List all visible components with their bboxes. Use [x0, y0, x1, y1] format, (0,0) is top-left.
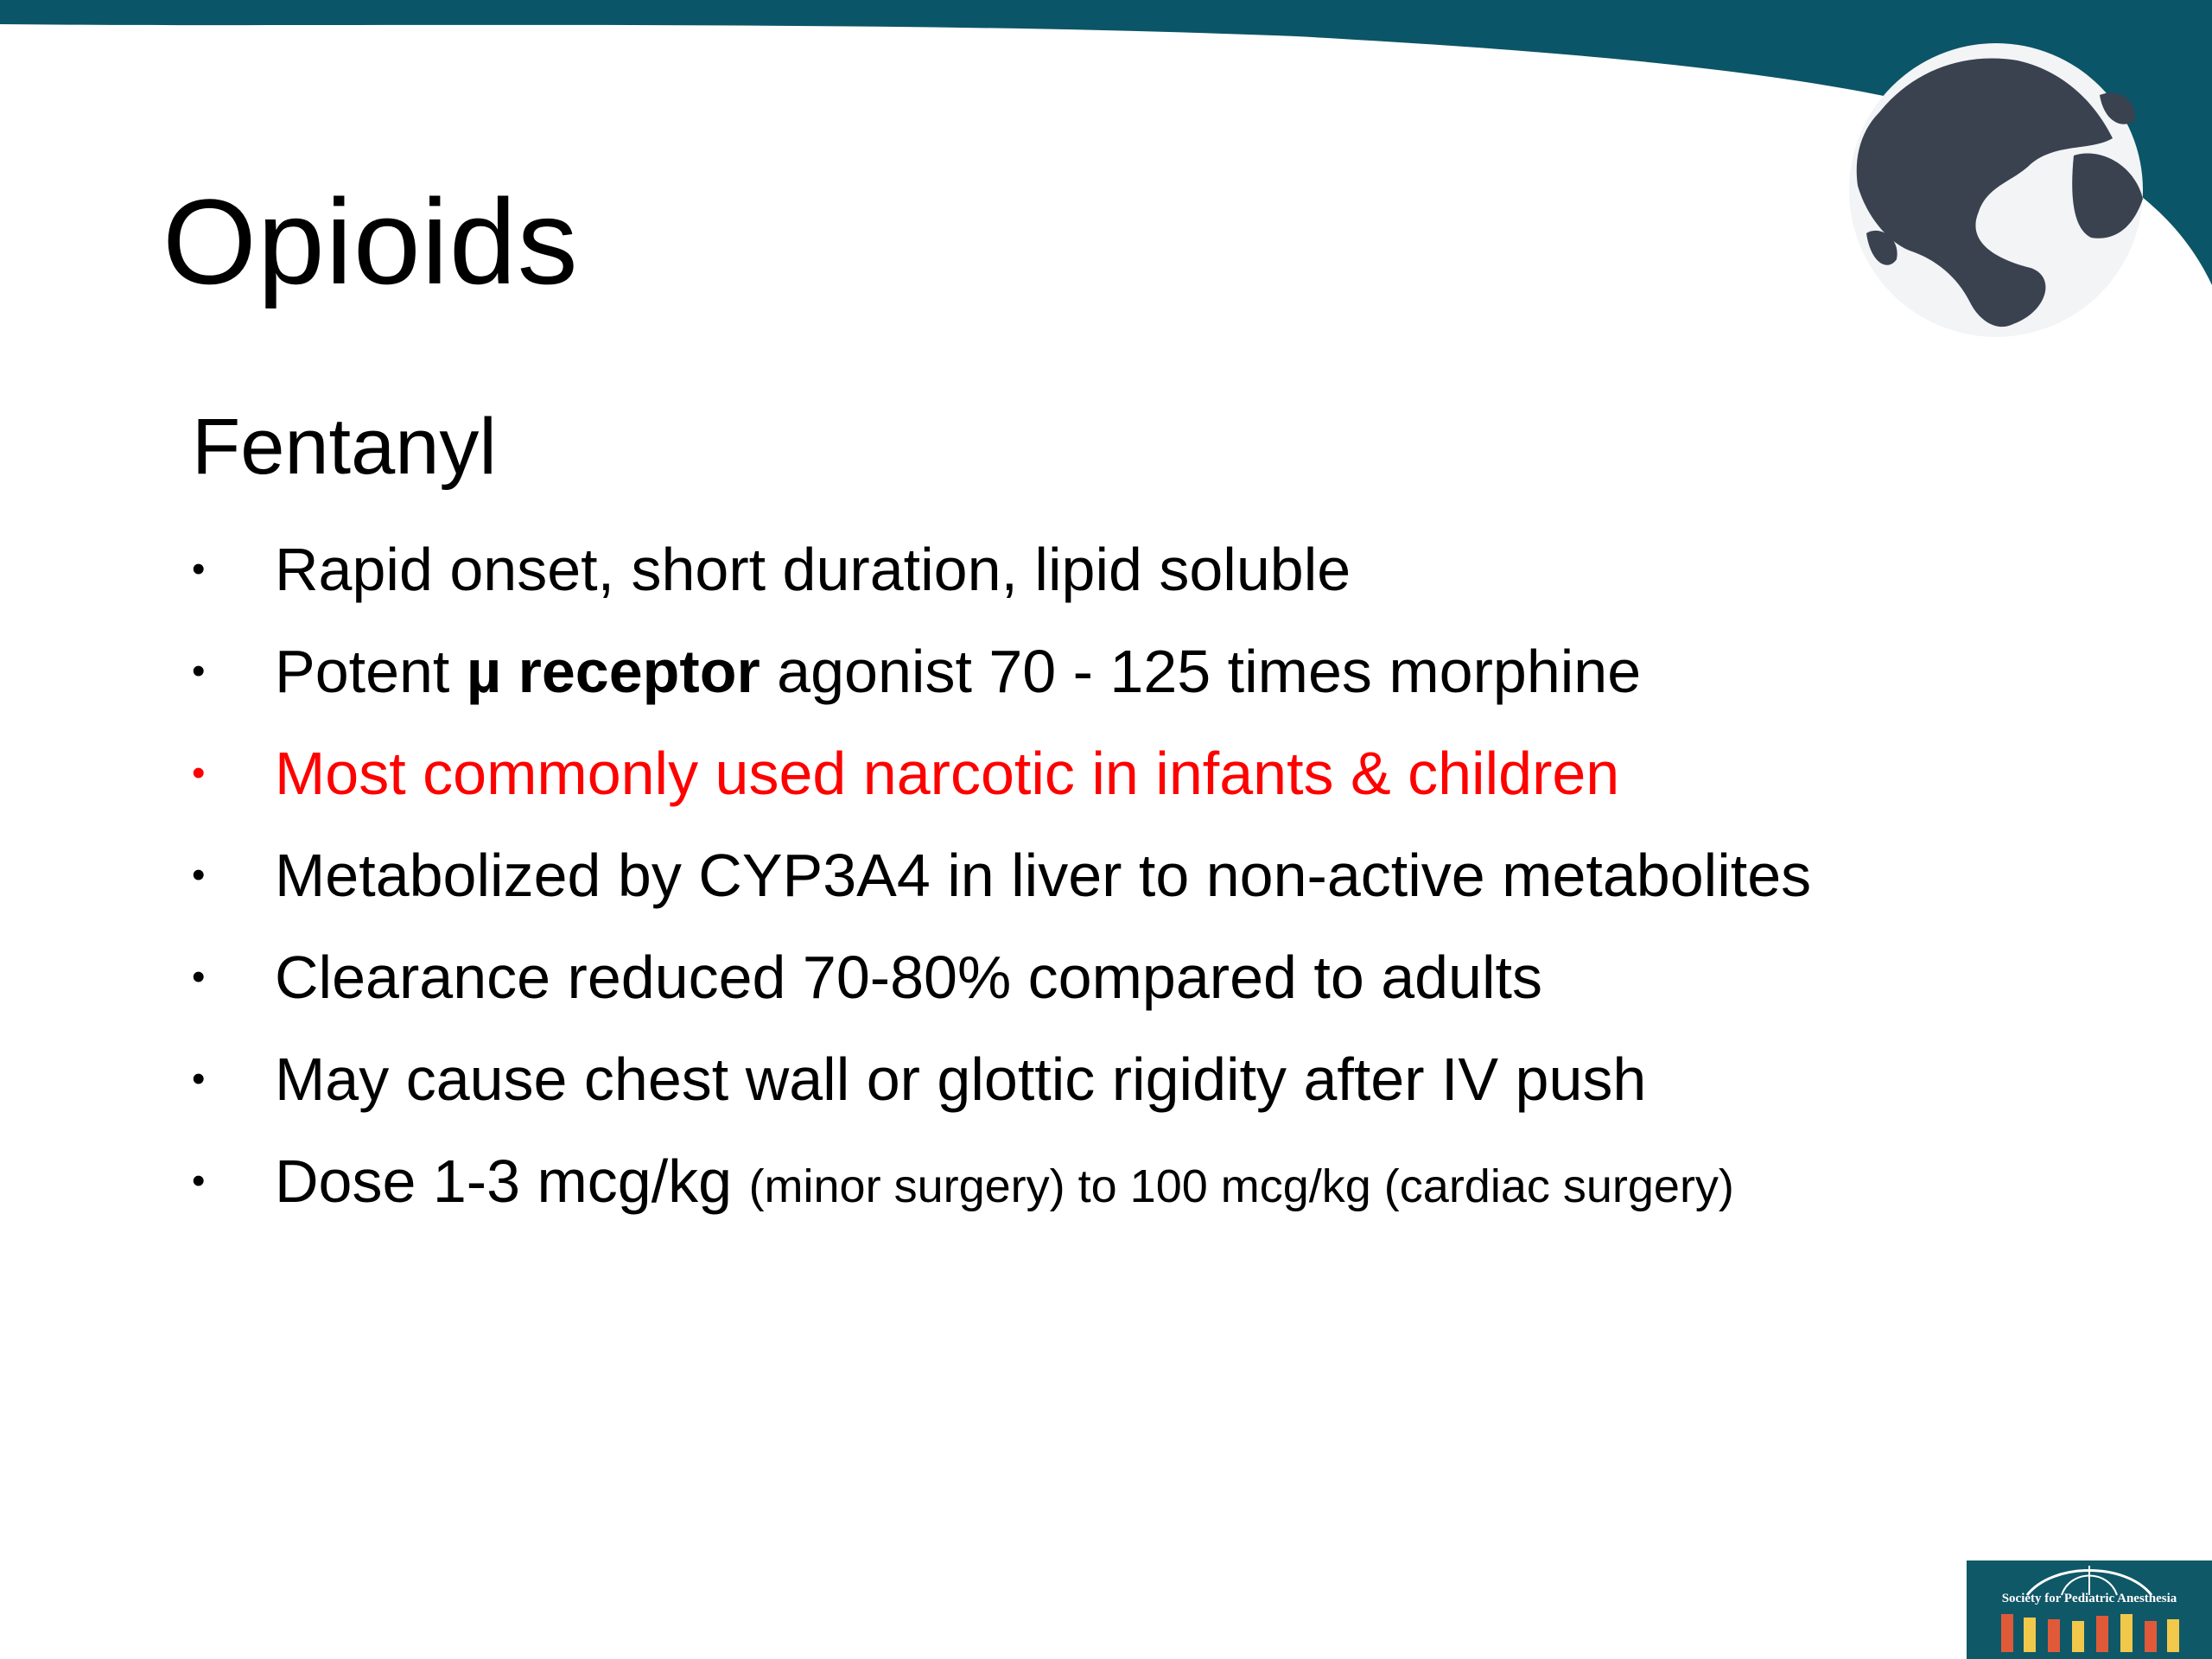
bullet-text-pre: Potent	[275, 638, 467, 705]
globe-icon	[1849, 43, 2143, 337]
society-logo	[1967, 1560, 2212, 1659]
bullet-text: May cause chest wall or glottic rigidity after IV push	[275, 1046, 1647, 1113]
slide-subtitle: Fentanyl	[192, 403, 497, 491]
bullet-marker: •	[192, 548, 206, 590]
bullet-marker: •	[192, 1058, 206, 1100]
bullet-text: Most commonly used narcotic in infants & children	[275, 740, 1620, 807]
bullet-text-bold: µ receptor	[466, 638, 760, 705]
bullet-marker: •	[192, 956, 206, 998]
bullet-text: Rapid onset, short duration, lipid soluble	[275, 536, 1351, 603]
bullet-text	[275, 1135, 1734, 1232]
bullet-text-small: (minor surgery) to 100 mcg/kg (cardiac surgery)	[748, 1160, 1734, 1212]
bullet-text	[275, 626, 1641, 717]
bullet-text: Clearance reduced 70-80% compared to adults	[275, 944, 1542, 1011]
bullet-text: Metabolized by CYP3A4 in liver to non-active metabolites	[275, 842, 1812, 909]
bullet-marker: •	[192, 650, 206, 692]
slide-title: Opioids	[162, 174, 579, 309]
bullet-text-main: Dose 1-3 mcg/kg	[275, 1147, 749, 1215]
logo-text: Society for Pediatric Anesthesia	[2001, 1592, 2177, 1605]
bullet-marker: •	[192, 1160, 206, 1202]
bullet-marker: •	[192, 752, 206, 794]
globe-logo-icon	[1967, 1560, 2212, 1659]
bullet-text-post: agonist 70 - 125 times morphine	[760, 638, 1642, 705]
bullet-marker: •	[192, 854, 206, 896]
